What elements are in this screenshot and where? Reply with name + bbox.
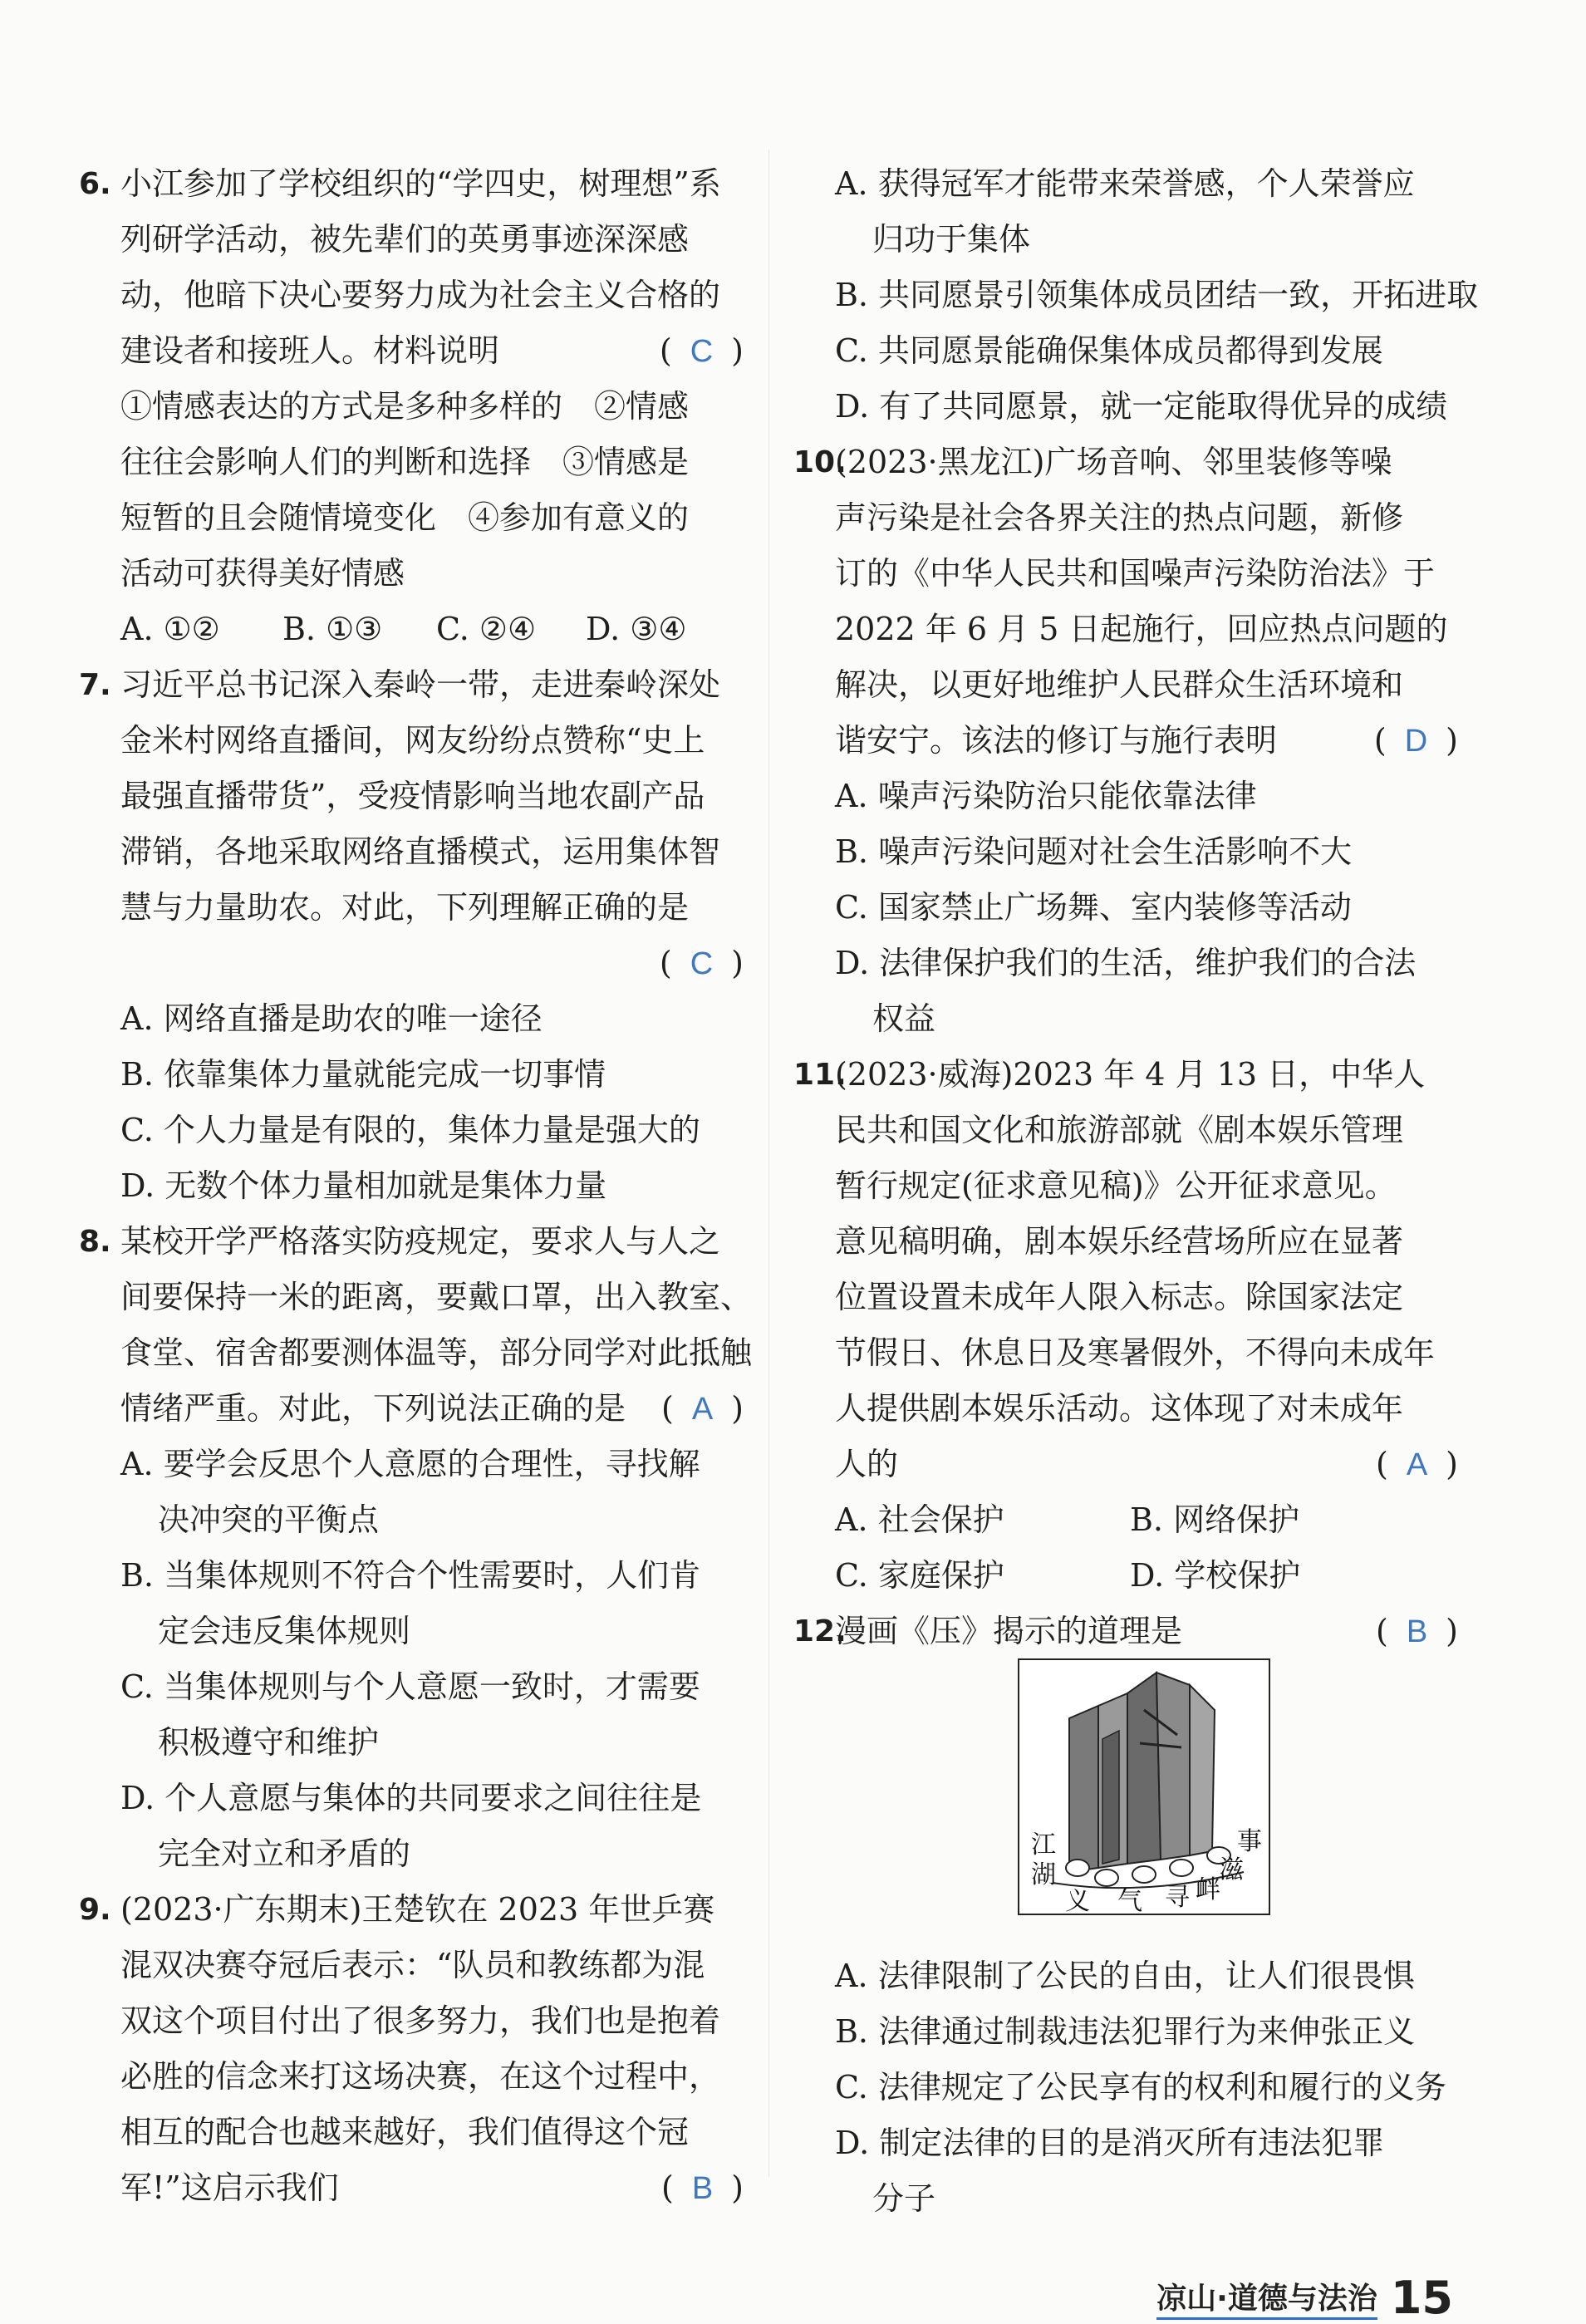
- question-text: 慧与力量助农。对此，下列理解正确的是: [120, 889, 690, 926]
- options-row: [79, 602, 744, 657]
- question-text: 民共和国文化和旅游部就《剧本娱乐管理: [835, 1112, 1404, 1148]
- question-text: 混双决赛夺冠后表示：“队员和教练都为混: [120, 1947, 705, 1983]
- option-a: A. 社会保护: [835, 1501, 1004, 1538]
- question-text: 2022 年 6 月 5 日起施行，回应热点问题的: [835, 611, 1448, 647]
- cartoon-word: 气: [1117, 1887, 1142, 1914]
- question-text: 人的: [835, 1446, 899, 1482]
- option-a: A. 噪声污染防治只能依靠法律: [835, 778, 1257, 814]
- statement-text: ①情感表达的方式是多种多样的 ②情感: [120, 388, 690, 425]
- question-number: 6.: [79, 167, 111, 201]
- question-8: [79, 1214, 753, 1882]
- option-d: D. 制定法律的目的是消灭所有违法犯罪: [835, 2125, 1385, 2161]
- question-text: 列研学活动，被先辈们的英勇事迹深深感: [120, 221, 690, 258]
- question-text: 意见稿明确，剧本娱乐经营场所应在显著: [835, 1223, 1404, 1260]
- option-c: C. ②④: [436, 611, 537, 647]
- answer-bracket: ( C ): [659, 332, 744, 369]
- question-text: 最强直播带货”，受疫情影响当地农副产品: [120, 778, 705, 814]
- option-c: C. 法律规定了公民享有的权利和履行的义务: [835, 2069, 1446, 2105]
- page-footer: [1156, 2267, 1453, 2324]
- option-c: C. 家庭保护: [835, 1557, 1004, 1594]
- footer-subject: 道德与法治: [1227, 2282, 1377, 2316]
- option-b: B. 噪声污染问题对社会生活影响不大: [835, 833, 1353, 870]
- question-text: 订的《中华人民共和国噪声污染防治法》于: [835, 555, 1436, 592]
- question-text: 暂行规定(征求意见稿)》公开征求意见。: [835, 1167, 1397, 1204]
- answer-bracket: ( A ): [660, 1390, 744, 1427]
- cartoon-word: 江: [1031, 1830, 1056, 1860]
- option-d: D. 有了共同愿景，就一定能取得优异的成绩: [835, 388, 1448, 425]
- question-number: 11.: [793, 1058, 847, 1092]
- footer-dot: ·: [1216, 2282, 1228, 2316]
- question-text: 习近平总书记深入秦岭一带，走进秦岭深处: [120, 666, 721, 703]
- answer-letter: A: [691, 1392, 714, 1427]
- cartoon-word: 衅: [1196, 1875, 1220, 1904]
- question-text: 动，他暗下决心要努力成为社会主义合格的: [120, 277, 721, 313]
- question-text: 声污染是社会各界关注的热点问题，新修: [835, 499, 1404, 536]
- option-d: D. 个人意愿与集体的共同要求之间往往是: [120, 1780, 702, 1816]
- option-a: A. 法律限制了公民的自由，让人们很畏惧: [835, 1958, 1415, 1994]
- option-c: C. 国家禁止广场舞、室内装修等活动: [835, 889, 1352, 926]
- question-6: [79, 156, 744, 657]
- footer-region: 凉山: [1156, 2282, 1217, 2316]
- cartoon-word: 事: [1237, 1827, 1262, 1856]
- option-a: A. ①②: [120, 611, 220, 647]
- answer-bracket: ( A ): [1375, 1446, 1458, 1482]
- option-b-cont: 定会违反集体规则: [158, 1613, 411, 1649]
- question-text: 滞销，各地采取网络直播模式，运用集体智: [120, 833, 721, 870]
- question-text: 人提供剧本娱乐活动。这体现了对未成年: [835, 1390, 1404, 1427]
- cartoon-word: 滋: [1219, 1855, 1244, 1884]
- option-b: B. 当集体规则不符合个性需要时，人们肯: [120, 1557, 701, 1594]
- option-a: A. 要学会反思个人意愿的合理性，寻找解: [120, 1446, 700, 1482]
- column-divider: [768, 150, 769, 2177]
- answer-bracket: ( C ): [659, 945, 744, 981]
- question-12-options: [793, 1948, 1458, 2227]
- answer-letter: C: [690, 334, 714, 369]
- cartoon-word: 义: [1065, 1887, 1090, 1914]
- answer-letter: B: [1406, 1614, 1428, 1649]
- question-text: 小江参加了学校组织的“学四史，树理想”系: [120, 165, 721, 202]
- question-10: [793, 435, 1458, 1047]
- option-c: C. 个人力量是有限的，集体力量是强大的: [120, 1112, 700, 1148]
- question-7: [79, 657, 744, 1214]
- answer-letter: C: [690, 946, 714, 981]
- question-text: 建设者和接班人。材料说明: [120, 332, 500, 369]
- question-number: 12.: [793, 1614, 847, 1648]
- statement-text: 活动可获得美好情感: [120, 555, 405, 592]
- question-text: 解决，以更好地维护人民群众生活环境和: [835, 666, 1404, 703]
- cartoon-word: 湖: [1031, 1860, 1056, 1889]
- options-row: [793, 1492, 1458, 1548]
- question-9: [79, 1882, 744, 2216]
- question-text: 食堂、宿舍都要测体温等，部分同学对此抵触: [120, 1334, 753, 1371]
- question-11: [793, 1047, 1458, 1604]
- cartoon-word: 寻: [1165, 1883, 1190, 1912]
- question-number: 10.: [793, 445, 847, 479]
- statement-text: 短暂的且会随情境变化 ④参加有意义的: [120, 499, 690, 536]
- question-9-options: [793, 156, 1479, 435]
- option-d: D. 学校保护: [1130, 1557, 1301, 1594]
- cartoon-image: [1018, 1658, 1270, 1915]
- option-d: D. 无数个体力量相加就是集体力量: [120, 1167, 607, 1204]
- footer-title: [1156, 2282, 1377, 2320]
- option-d: D. 法律保护我们的生活，维护我们的合法: [835, 945, 1417, 981]
- question-text: 双这个项目付出了很多努力，我们也是抱着: [120, 2002, 721, 2039]
- option-c-cont: 积极遵守和维护: [158, 1724, 380, 1761]
- question-text: 位置设置未成年人限入标志。除国家法定: [835, 1279, 1404, 1315]
- answer-letter: D: [1404, 724, 1428, 759]
- question-text: 相互的配合也越来越好，我们值得这个冠: [120, 2114, 690, 2150]
- option-b: B. 共同愿景引领集体成员团结一致，开拓进取: [835, 277, 1479, 313]
- option-c: C. 共同愿景能确保集体成员都得到发展: [835, 332, 1383, 369]
- answer-bracket: ( B ): [1375, 1613, 1458, 1649]
- answer-bracket: ( D ): [1373, 722, 1458, 759]
- question-number: 8.: [79, 1225, 111, 1259]
- cartoon-drawing: [1019, 1660, 1269, 1914]
- option-d-cont: 权益: [872, 1000, 936, 1037]
- question-number: 9.: [79, 1893, 111, 1927]
- question-text: (2023·广东期末)王楚钦在 2023 年世乒赛: [120, 1891, 715, 1928]
- question-text: 间要保持一米的距离，要戴口罩，出入教室、: [120, 1279, 753, 1315]
- option-c: C. 当集体规则与个人意愿一致时，才需要: [120, 1668, 700, 1705]
- question-text: (2023·黑龙江)广场音响、邻里装修等噪: [835, 444, 1392, 480]
- question-text: 情绪严重。对此，下列说法正确的是: [120, 1390, 626, 1427]
- question-text: (2023·威海)2023 年 4 月 13 日，中华人: [835, 1056, 1426, 1093]
- option-d-cont: 分子: [872, 2180, 936, 2217]
- question-text: 节假日、休息日及寒暑假外，不得向未成年: [835, 1334, 1436, 1371]
- question-number: 7.: [79, 668, 111, 702]
- question-text: 谐安宁。该法的修订与施行表明: [835, 722, 1278, 759]
- question-text: 某校开学严格落实防疫规定，要求人与人之: [120, 1223, 721, 1260]
- right-column: [793, 156, 1479, 1659]
- option-a-cont: 决冲突的平衡点: [158, 1501, 380, 1538]
- statement-text: 往往会影响人们的判断和选择 ③情感是: [120, 444, 690, 480]
- question-text: 必胜的信念来打这场决赛，在这个过程中，: [120, 2058, 721, 2095]
- option-b: B. 网络保护: [1130, 1501, 1300, 1538]
- option-b: B. 法律通过制裁违法犯罪行为来伸张正义: [835, 2013, 1416, 2050]
- question-text: 军!”这启示我们: [120, 2169, 339, 2206]
- question-text: 漫画《压》揭示的道理是: [835, 1613, 1183, 1649]
- option-a: A. 获得冠军才能带来荣誉感，个人荣誉应: [835, 165, 1415, 202]
- option-b: B. ①③: [282, 611, 383, 647]
- options-row: [793, 1548, 1458, 1604]
- option-d: D. ③④: [586, 611, 687, 647]
- answer-letter: A: [1406, 1447, 1428, 1482]
- question-12: [793, 1604, 1458, 1659]
- page-number: 15: [1390, 2272, 1453, 2324]
- answer-letter: B: [691, 2171, 714, 2206]
- option-a-cont: 归功于集体: [872, 221, 1031, 258]
- left-column: [79, 156, 753, 2216]
- option-b: B. 依靠集体力量就能完成一切事情: [120, 1056, 606, 1093]
- question-text: 金米村网络直播间，网友纷纷点赞称“史上: [120, 722, 705, 759]
- option-a: A. 网络直播是助农的唯一途径: [120, 1000, 543, 1037]
- option-d-cont: 完全对立和矛盾的: [158, 1835, 411, 1872]
- answer-bracket: ( B ): [660, 2169, 744, 2206]
